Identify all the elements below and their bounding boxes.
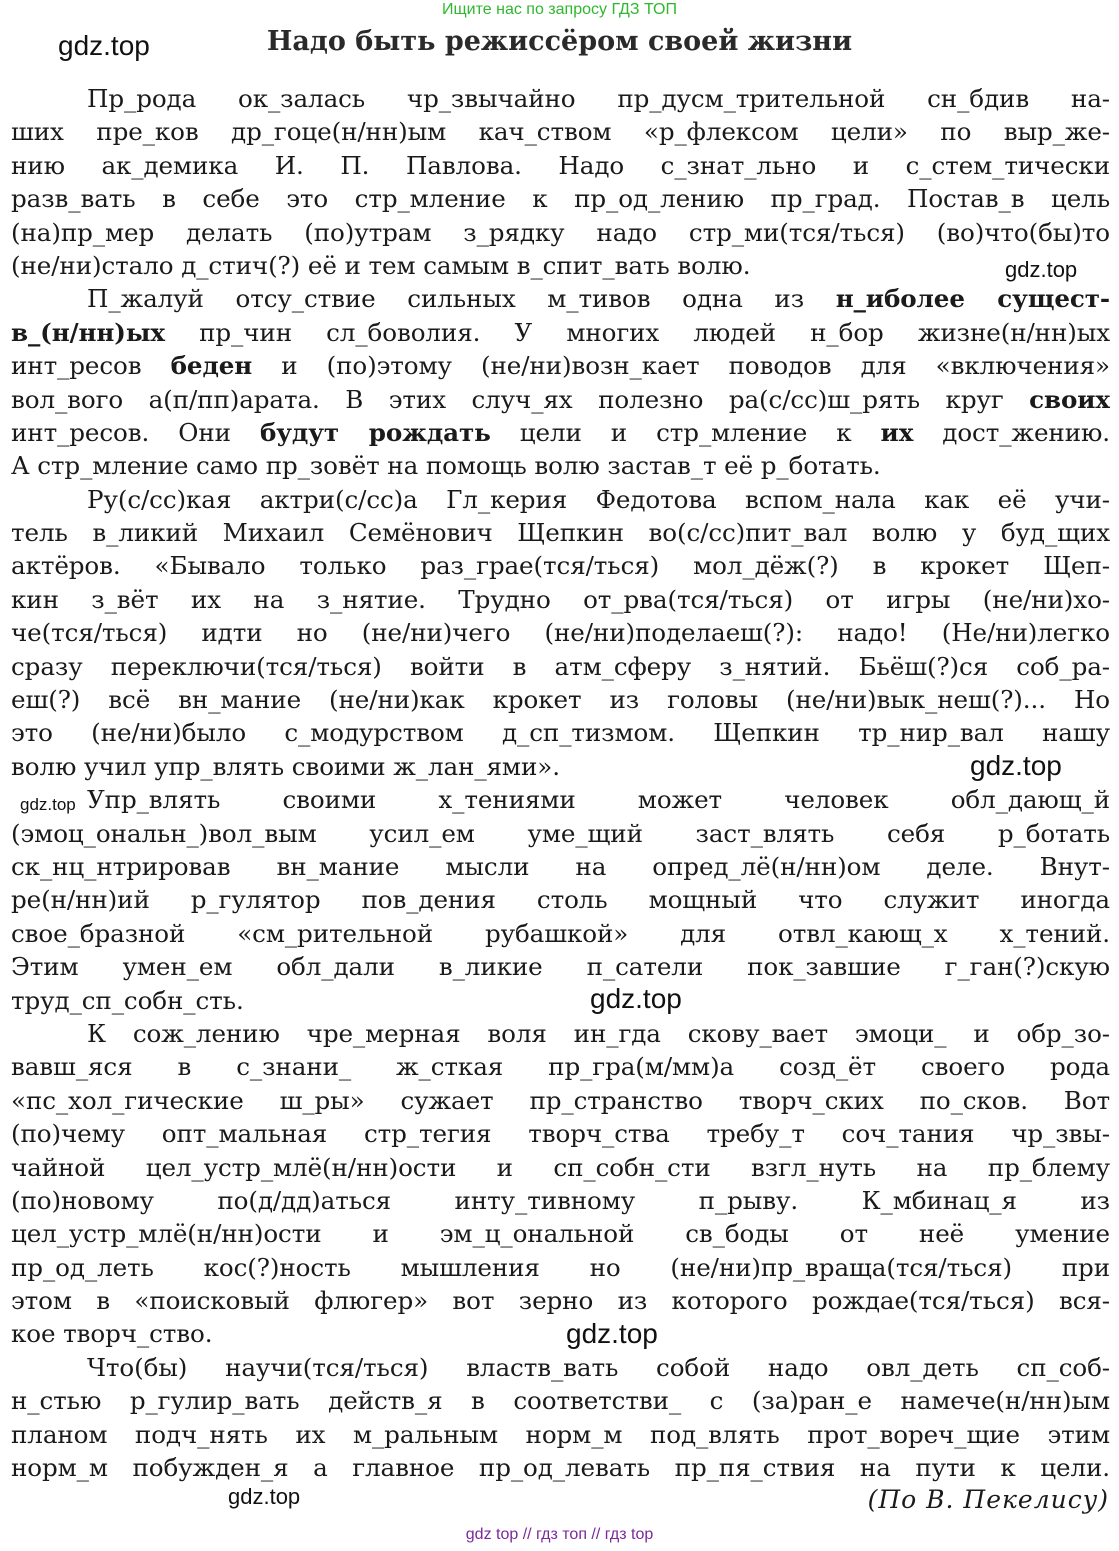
text-line: нию ак_демика И. П. Павлова. Надо с_знат_льно и с_стем_тически — [11, 150, 1110, 180]
text-line: (по)чему опт_мальная стр_тегия творч_ства требу_т соч_тания чр_звы- — [11, 1119, 1110, 1149]
text-line: н_стью р_гулир_вать действ_я в соответстви_ с (за)ран_е намече(н/нн)ым — [11, 1386, 1110, 1416]
watermark: gdz.top — [970, 750, 1062, 781]
watermark: gdz.top — [58, 30, 150, 61]
text-line: ших пре_ков др_гоце(н/нн)ым кач_ством «р_флексом цели» по выр_же- — [11, 117, 1110, 147]
text-line: это (не/ни)было с_модурством д_сп_тизмом. Щепкин тр_нир_вал нашу — [11, 718, 1110, 748]
text-line: Этим умен_ем обл_дали в_ликие п_сатели пок_завшие г_ган(?)скую — [11, 952, 1110, 982]
text-line: ск_нц_нтрировав вн_мание мысли на опред_лё(н/нн)ом деле. Внут- — [11, 851, 1110, 881]
text-line: актёров. «Бывало только раз_грае(тся/ться) мол_дёж(?) в крокет Щеп- — [11, 551, 1110, 581]
text-line: в_(н/нн)ых пр_чин сл_боволия. У многих людей н_бор жизне(н/нн)ых — [11, 317, 1110, 347]
text-line: планом подч_нять их м_ральным норм_м под_влять прот_вореч_щие этим — [11, 1419, 1110, 1449]
text-line: инт_ресов. Они будут рождать цели и стр_мление к их дост_жению. — [11, 417, 1110, 447]
text-line: (не/ни)стало д_стич(?) её и тем самым в_спит_вать волю. — [11, 250, 751, 280]
text-line: этом в «поисковый флюгер» вот зерно из которого рождае(тся/ться) вся- — [11, 1286, 1110, 1316]
text-line: Что(бы) научи(тся/ться) властв_вать собой надо овл_деть сп_соб- — [87, 1352, 1110, 1382]
text-line: К сож_лению чре_мерная воля ин_гда скову_вает эмоци_ и обр_зо- — [87, 1018, 1110, 1048]
text-line: Упр_влять своими х_тениями может человек обл_дающ_й — [87, 785, 1110, 815]
watermark: gdz.top — [590, 983, 682, 1014]
watermark: gdz.top — [228, 1484, 301, 1509]
text-line: вол_вого а(п/пп)арата. В этих случ_ях полезно ра(с/сс)ш_рять круг своих — [11, 384, 1110, 414]
text-line: сразу переключи(тся/ться) войти в атм_сферу з_нятий. Бьёш(?)ся соб_ра- — [11, 651, 1110, 681]
source-attribution: (По В. Пекелису) — [867, 1485, 1109, 1514]
text-line: труд_сп_собн_сть. — [11, 985, 244, 1015]
watermark: gdz.top — [566, 1318, 658, 1349]
text-body — [11, 82, 1110, 1484]
text-line: пр_од_леть кос(?)ность мышления но (не/ни)пр_враща(тся/ться) при — [11, 1252, 1110, 1282]
text-line: Ру(с/сс)кая актри(с/сс)а Гл_керия Федотова вспом_нала как её учи- — [87, 484, 1110, 514]
search-banner: Ищите нас по запросу ГДЗ ТОП — [442, 1, 677, 18]
watermark: gdz.top — [1005, 257, 1078, 282]
text-line: (по)новому по(д/дд)аться инту_тивному п_рыву. К_мбинац_я из — [11, 1185, 1110, 1215]
text-line: ре(н/нн)ий р_гулятор пов_дения столь мощный что служит иногда — [11, 885, 1110, 915]
text-line: норм_м побужден_я а главное пр_од_левать пр_пя_ствия на пути к цели. — [11, 1453, 1110, 1483]
page-title: Надо быть режиссёром своей жизни — [266, 26, 853, 57]
text-line: «пс_хол_гические ш_ры» сужает пр_странство творч_ских по_сков. Вот — [11, 1085, 1110, 1115]
text-line: кое творч_ство. — [11, 1319, 213, 1349]
text-line: свое_бразной «см_рительной рубашкой» для отвл_кающ_х х_тений. — [11, 918, 1110, 948]
text-line: инт_ресов беден и (по)этому (не/ни)возн_кает поводов для «включения» — [11, 351, 1110, 381]
text-line: че(тся/ться) идти но (не/ни)чего (не/ни)поделаеш(?): надо! (Не/ни)легко — [11, 618, 1110, 648]
text-line: цел_устр_млё(н/нн)ости и эм_ц_ональной св_боды от неё умение — [11, 1219, 1110, 1249]
text-line: еш(?) всё вн_мание (не/ни)как крокет из головы (не/ни)вык_неш(?)... Но — [11, 685, 1110, 715]
text-line: вавш_яся в с_знани_ ж_сткая пр_гра(м/мм)а созд_ёт своего рода — [11, 1052, 1110, 1082]
watermark: gdz.top — [20, 795, 76, 814]
text-line: П_жалуй отсу_ствие сильных м_тивов одна из н_иболее сущест- — [87, 284, 1110, 314]
text-line: (эмоц_ональн_)вол_вым усил_ем уме_щий заст_влять себя р_ботать — [11, 818, 1110, 848]
text-line: (на)пр_мер делать (по)утрам з_рядку надо стр_ми(тся/ться) (во)что(бы)то — [11, 217, 1110, 247]
text-line: тель в_ликий Михаил Семёнович Щепкин во(с/сс)пит_вал волю у буд_щих — [11, 518, 1110, 548]
text-line: волю учил упр_влять своими ж_лан_ями». — [11, 751, 560, 781]
footer-links[interactable]: gdz top // гдз топ // гдз top — [465, 1526, 654, 1543]
text-line: кин з_вёт их на з_нятие. Трудно от_рва(тся/ться) от игры (не/ни)хо- — [11, 584, 1110, 614]
text-line: Пр_рода ок_залась чр_звычайно пр_дусм_трительной сн_бдив на- — [87, 84, 1110, 113]
text-line: разв_вать в себе это стр_мление к пр_од_лению пр_град. Постав_в цель — [11, 184, 1110, 214]
text-line: чайной цел_устр_млё(н/нн)ости и сп_собн_сти взгл_нуть на пр_блему — [11, 1152, 1110, 1182]
text-line: А стр_мление само пр_зовёт на помощь волю застав_т её р_ботать. — [11, 451, 881, 481]
